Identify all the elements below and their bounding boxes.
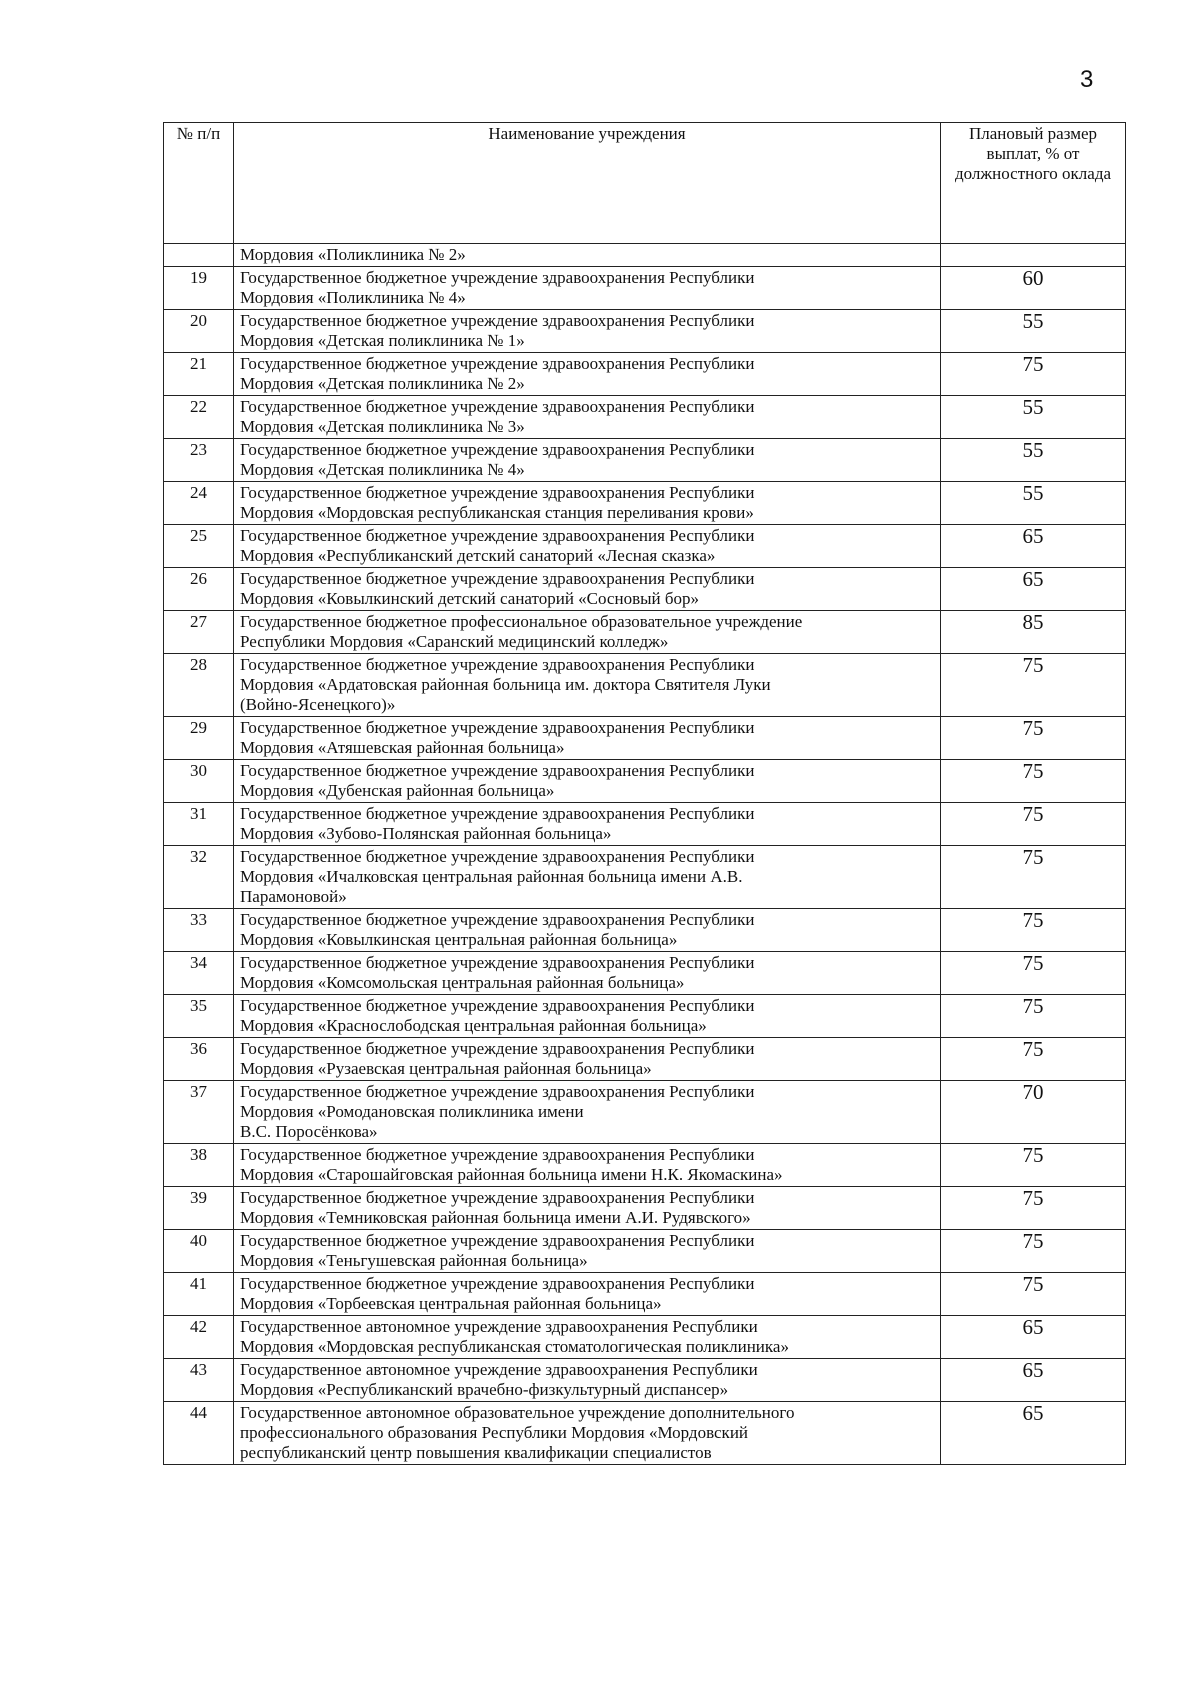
row-number: 30 [164,760,234,803]
payment-percent: 75 [941,1273,1126,1316]
institution-name-line: Государственное бюджетное учреждение здравоохранения Республики [240,655,755,674]
table-row [164,310,1126,353]
institution-name-line: Мордовия «Поликлиника № 2» [240,245,466,264]
row-number: 22 [164,396,234,439]
institution-name-line: республиканский центр повышения квалификации специалистов [240,1443,712,1462]
row-number: 29 [164,717,234,760]
header-payment-percent: Плановый размер выплат, % от должностного оклада [941,123,1126,244]
institution-name-line: Мордовия «Краснослободская центральная районная больница» [240,1016,707,1035]
institution-name-line: Мордовия «Зубово-Полянская районная больница» [240,824,612,843]
row-number: 23 [164,439,234,482]
institution-name-line: Мордовия «Ичалковская центральная районная больница имени А.В. [240,867,743,886]
row-number: 44 [164,1402,234,1465]
institution-name [234,1038,941,1081]
institution-name [234,909,941,952]
institution-name-line: Мордовия «Комсомольская центральная районная больница» [240,973,685,992]
institution-name-line: Государственное бюджетное учреждение здравоохранения Республики [240,354,755,373]
institution-name [234,482,941,525]
payment-percent: 60 [941,267,1126,310]
row-number: 40 [164,1230,234,1273]
payment-percent: 75 [941,1187,1126,1230]
institution-name [234,568,941,611]
institution-name-line: Государственное бюджетное профессиональное образовательное учреждение [240,612,803,631]
header-institution-name: Наименование учреждения [234,123,941,244]
institution-name-line: Государственное бюджетное учреждение здравоохранения Республики [240,1082,755,1101]
table-row [164,717,1126,760]
table-row [164,803,1126,846]
table-row [164,846,1126,909]
institution-name-line: Государственное бюджетное учреждение здравоохранения Республики [240,910,755,929]
institution-name-line: Государственное бюджетное учреждение здравоохранения Республики [240,483,755,502]
institution-name [234,1187,941,1230]
institution-name [234,611,941,654]
table-row [164,654,1126,717]
institution-name [234,1359,941,1402]
institution-name [234,1273,941,1316]
row-number: 36 [164,1038,234,1081]
institution-name-line: Мордовия «Республиканский врачебно-физкультурный диспансер» [240,1380,729,1399]
table-row [164,267,1126,310]
row-number [164,244,234,267]
institution-name-line: Мордовия «Ковылкинский детский санаторий «Сосновый бор» [240,589,700,608]
institution-name-line: Государственное бюджетное учреждение здравоохранения Республики [240,804,755,823]
institution-name-line: Мордовия «Детская поликлиника № 3» [240,417,525,436]
table-body [164,244,1126,1465]
payment-percent: 75 [941,1038,1126,1081]
row-number: 33 [164,909,234,952]
payment-percent: 55 [941,310,1126,353]
institution-name [234,760,941,803]
institution-name [234,995,941,1038]
row-number: 41 [164,1273,234,1316]
institutions-table [163,122,1126,1465]
institution-name-line: Республики Мордовия «Саранский медицинский колледж» [240,632,669,651]
institution-name-line: Мордовия «Теньгушевская районная больница» [240,1251,588,1270]
payment-percent: 75 [941,909,1126,952]
payment-percent: 75 [941,1144,1126,1187]
institution-name-line: Государственное бюджетное учреждение здравоохранения Республики [240,1188,755,1207]
row-number: 25 [164,525,234,568]
institution-name [234,1144,941,1187]
institution-name-line: Мордовия «Дубенская районная больница» [240,781,555,800]
institution-name [234,353,941,396]
institution-name-line: Мордовия «Ковылкинская центральная районная больница» [240,930,678,949]
payment-percent: 65 [941,525,1126,568]
table-row [164,244,1126,267]
institution-name-line: Государственное бюджетное учреждение здравоохранения Республики [240,526,755,545]
payment-percent: 70 [941,1081,1126,1144]
payment-percent: 75 [941,760,1126,803]
institution-name-line: Государственное бюджетное учреждение здравоохранения Республики [240,1145,755,1164]
header-number: № п/п [164,123,234,244]
institution-name-line: Государственное бюджетное учреждение здравоохранения Республики [240,761,755,780]
row-number: 43 [164,1359,234,1402]
institution-name-line: Государственное бюджетное учреждение здравоохранения Республики [240,1231,755,1250]
institution-name-line: Мордовия «Рузаевская центральная районная больница» [240,1059,652,1078]
table-header-row [164,123,1126,244]
institution-name-line: Мордовия «Поликлиника № 4» [240,288,466,307]
table-row [164,568,1126,611]
institution-name-line: (Войно-Ясенецкого)» [240,695,396,714]
institution-name [234,846,941,909]
institution-name-line: Государственное бюджетное учреждение здравоохранения Республики [240,397,755,416]
row-number: 31 [164,803,234,846]
payment-percent [941,244,1126,267]
row-number: 27 [164,611,234,654]
row-number: 35 [164,995,234,1038]
institution-name-line: Государственное автономное учреждение здравоохранения Республики [240,1317,758,1336]
institution-name-line: Мордовия «Мордовская республиканская стоматологическая поликлиника» [240,1337,789,1356]
institution-name-line: Мордовия «Атяшевская районная больница» [240,738,565,757]
institution-name-line: Государственное бюджетное учреждение здравоохранения Республики [240,1274,755,1293]
institution-name-line: Государственное бюджетное учреждение здравоохранения Республики [240,996,755,1015]
institution-name [234,396,941,439]
row-number: 34 [164,952,234,995]
institution-name-line: Мордовия «Темниковская районная больница имени А.И. Рудявского» [240,1208,751,1227]
institution-name-line: Государственное бюджетное учреждение здравоохранения Республики [240,311,755,330]
table-row [164,909,1126,952]
table-row [164,1038,1126,1081]
institution-name-line: Мордовия «Старошайговская районная больница имени Н.К. Якомаскина» [240,1165,783,1184]
row-number: 28 [164,654,234,717]
institution-name-line: Мордовия «Торбеевская центральная районная больница» [240,1294,662,1313]
page-number: 3 [1080,66,1094,93]
institution-name-line: Государственное бюджетное учреждение здравоохранения Республики [240,1039,755,1058]
payment-percent: 55 [941,396,1126,439]
institution-name-line: Мордовия «Ромодановская поликлиника имени [240,1102,584,1121]
payment-percent: 55 [941,439,1126,482]
table-row [164,1230,1126,1273]
table-row [164,1187,1126,1230]
payment-percent: 65 [941,1316,1126,1359]
institution-name-line: Мордовия «Детская поликлиника № 2» [240,374,525,393]
institution-name-line: Государственное бюджетное учреждение здравоохранения Республики [240,440,755,459]
institution-name-line: Государственное бюджетное учреждение здравоохранения Республики [240,953,755,972]
institution-name [234,1316,941,1359]
table-row [164,611,1126,654]
payment-percent: 75 [941,995,1126,1038]
row-number: 42 [164,1316,234,1359]
institution-name-line: Государственное бюджетное учреждение здравоохранения Республики [240,268,755,287]
table-row [164,1144,1126,1187]
table-row [164,1081,1126,1144]
table-row [164,439,1126,482]
institution-name [234,803,941,846]
row-number: 38 [164,1144,234,1187]
institution-name-line: Государственное автономное учреждение здравоохранения Республики [240,1360,758,1379]
institution-name-line: Мордовия «Детская поликлиника № 1» [240,331,525,350]
institution-name-line: Государственное бюджетное учреждение здравоохранения Республики [240,718,755,737]
table-row [164,525,1126,568]
payment-percent: 75 [941,1230,1126,1273]
institution-name [234,244,941,267]
institution-name [234,654,941,717]
table-row [164,1402,1126,1465]
payment-percent: 75 [941,803,1126,846]
payment-percent: 85 [941,611,1126,654]
row-number: 39 [164,1187,234,1230]
payment-percent: 75 [941,846,1126,909]
institution-name-line: Мордовия «Республиканский детский санаторий «Лесная сказка» [240,546,716,565]
payment-percent: 75 [941,654,1126,717]
institution-name [234,717,941,760]
payment-percent: 55 [941,482,1126,525]
institution-name [234,310,941,353]
payment-percent: 65 [941,1359,1126,1402]
institution-name [234,1402,941,1465]
row-number: 37 [164,1081,234,1144]
institution-name [234,952,941,995]
payment-percent: 75 [941,717,1126,760]
row-number: 21 [164,353,234,396]
institution-name-line: Государственное бюджетное учреждение здравоохранения Республики [240,847,755,866]
institution-name-line: профессионального образования Республики Мордовия «Мордовский [240,1423,749,1442]
institution-name [234,1230,941,1273]
payment-percent: 75 [941,353,1126,396]
table-row [164,1273,1126,1316]
row-number: 32 [164,846,234,909]
payment-percent: 75 [941,952,1126,995]
institution-name-line: Государственное бюджетное учреждение здравоохранения Республики [240,569,755,588]
payment-percent: 65 [941,568,1126,611]
institution-name-line: Мордовия «Мордовская республиканская станция переливания крови» [240,503,754,522]
table-row [164,952,1126,995]
institution-name-line: Мордовия «Ардатовская районная больница им. доктора Святителя Луки [240,675,771,694]
institution-name [234,525,941,568]
institution-name [234,267,941,310]
table-row [164,1316,1126,1359]
table-row [164,1359,1126,1402]
table-row [164,760,1126,803]
institution-name-line: Мордовия «Детская поликлиника № 4» [240,460,525,479]
institution-name [234,439,941,482]
row-number: 20 [164,310,234,353]
table-row [164,353,1126,396]
table-row [164,396,1126,439]
institution-name [234,1081,941,1144]
row-number: 19 [164,267,234,310]
table-row [164,482,1126,525]
table-row [164,995,1126,1038]
payment-percent: 65 [941,1402,1126,1465]
institution-name-line: Парамоновой» [240,887,347,906]
row-number: 26 [164,568,234,611]
institution-name-line: В.С. Поросёнкова» [240,1122,378,1141]
institution-name-line: Государственное автономное образовательное учреждение дополнительного [240,1403,795,1422]
row-number: 24 [164,482,234,525]
